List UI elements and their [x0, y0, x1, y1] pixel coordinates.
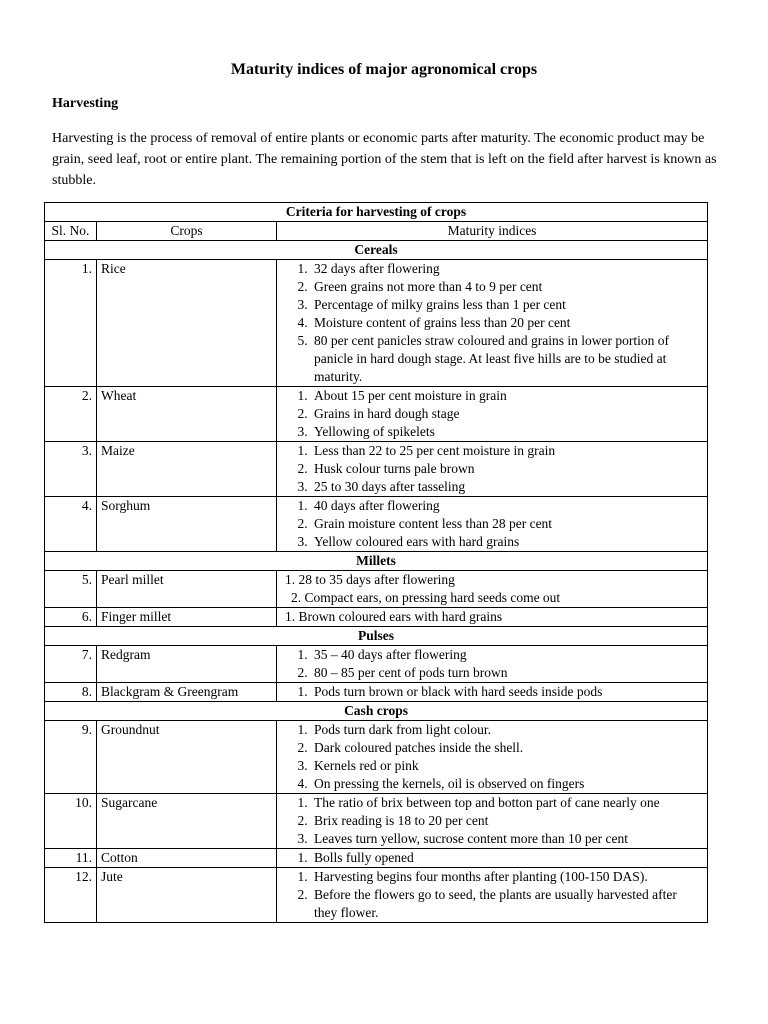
maturity-indices-cell	[277, 794, 708, 849]
maturity-index-item: 1. About 15 per cent moisture in grain	[311, 387, 703, 405]
section-title: Cereals	[45, 241, 708, 260]
header-slno: Sl. No.	[45, 222, 97, 241]
maturity-indices-list	[281, 387, 703, 441]
section-row	[45, 241, 708, 260]
maturity-index-item: 3. 25 to 30 days after tasseling	[311, 478, 703, 496]
crop-name: Rice	[97, 260, 277, 387]
table-row	[45, 683, 708, 702]
maturity-indices-list	[281, 721, 703, 793]
maturity-index-item: 2. 80 – 85 per cent of pods turn brown	[311, 664, 703, 682]
section-title: Millets	[45, 552, 708, 571]
maturity-index-item: 2. Grains in hard dough stage	[311, 405, 703, 423]
maturity-index-item: 1. Bolls fully opened	[311, 849, 703, 867]
maturity-indices-list	[281, 497, 703, 551]
section-heading: Harvesting	[52, 96, 119, 111]
crop-name: Maize	[97, 442, 277, 497]
maturity-indices-list	[281, 646, 703, 682]
maturity-indices-cell	[277, 849, 708, 868]
serial-number: 5.	[45, 571, 97, 608]
maturity-indices-cell	[277, 721, 708, 794]
maturity-index-item: 2. Husk colour turns pale brown	[311, 460, 703, 478]
table-caption-row	[45, 203, 708, 222]
crop-name: Pearl millet	[97, 571, 277, 608]
maturity-index-item: 3. Yellowing of spikelets	[311, 423, 703, 441]
maturity-indices-cell	[277, 868, 708, 923]
crop-name: Sugarcane	[97, 794, 277, 849]
maturity-indices-list	[281, 683, 703, 701]
maturity-indices-cell	[277, 442, 708, 497]
crop-name: Groundnut	[97, 721, 277, 794]
maturity-index-item: 2. Brix reading is 18 to 20 per cent	[311, 812, 703, 830]
section-title: Cash crops	[45, 702, 708, 721]
section-row	[45, 702, 708, 721]
maturity-index-item: 1. 32 days after flowering	[311, 260, 703, 278]
header-maturity-indices: Maturity indices	[277, 222, 708, 241]
crop-name: Blackgram & Greengram	[97, 683, 277, 702]
table-row	[45, 721, 708, 794]
maturity-indices-cell	[277, 387, 708, 442]
maturity-index-item: 2. Before the flowers go to seed, the plants are usually harvested after they flower.	[311, 886, 703, 922]
maturity-index-item: 3. Kernels red or pink	[311, 757, 703, 775]
maturity-index-item: 3. Percentage of milky grains less than 1 per cent	[311, 296, 703, 314]
maturity-index-item: 2. Dark coloured patches inside the shell.	[311, 739, 703, 757]
harvest-criteria-table	[44, 202, 708, 923]
serial-number: 10.	[45, 794, 97, 849]
serial-number: 2.	[45, 387, 97, 442]
serial-number: 1.	[45, 260, 97, 387]
table-row	[45, 260, 708, 387]
section-title: Pulses	[45, 627, 708, 646]
maturity-indices-list	[281, 868, 703, 922]
header-crops: Crops	[97, 222, 277, 241]
table-body	[45, 203, 708, 923]
maturity-index-item: 1. Pods turn brown or black with hard seeds inside pods	[311, 683, 703, 701]
serial-number: 7.	[45, 646, 97, 683]
section-row	[45, 552, 708, 571]
table-row	[45, 571, 708, 608]
crop-name: Sorghum	[97, 497, 277, 552]
section-row	[45, 627, 708, 646]
maturity-indices-cell	[277, 497, 708, 552]
maturity-index-item: 2. Green grains not more than 4 to 9 per cent	[311, 278, 703, 296]
maturity-indices-cell	[277, 571, 708, 608]
maturity-indices-list	[281, 849, 703, 867]
maturity-index-item: 1. Pods turn dark from light colour.	[311, 721, 703, 739]
table-row	[45, 868, 708, 923]
maturity-indices-cell	[277, 608, 708, 627]
page-title: Maturity indices of major agronomical crops	[230, 61, 538, 78]
maturity-index-item: 2. Compact ears, on pressing hard seeds come out	[291, 590, 561, 605]
serial-number: 9.	[45, 721, 97, 794]
maturity-indices-list	[281, 260, 703, 386]
crop-name: Redgram	[97, 646, 277, 683]
table-row	[45, 794, 708, 849]
maturity-index-item: 1. Brown coloured ears with hard grains	[285, 609, 503, 624]
maturity-indices-cell	[277, 683, 708, 702]
crop-name: Cotton	[97, 849, 277, 868]
maturity-index-item: 1. Harvesting begins four months after planting (100-150 DAS).	[311, 868, 703, 886]
table-caption: Criteria for harvesting of crops	[45, 203, 708, 222]
serial-number: 11.	[45, 849, 97, 868]
table-row	[45, 849, 708, 868]
table-row	[45, 608, 708, 627]
crop-name: Finger millet	[97, 608, 277, 627]
maturity-indices-list	[281, 794, 703, 848]
maturity-index-item: 2. Grain moisture content less than 28 per cent	[311, 515, 703, 533]
table-header-row	[45, 222, 708, 241]
maturity-indices-list	[281, 442, 703, 496]
maturity-index-item: 1. 28 to 35 days after flowering	[285, 572, 455, 587]
maturity-index-item: 1. 40 days after flowering	[311, 497, 703, 515]
maturity-index-item: 3. Yellow coloured ears with hard grains	[311, 533, 703, 551]
maturity-index-item: 1. Less than 22 to 25 per cent moisture in grain	[311, 442, 703, 460]
maturity-indices-cell	[277, 260, 708, 387]
serial-number: 12.	[45, 868, 97, 923]
serial-number: 6.	[45, 608, 97, 627]
table-row	[45, 497, 708, 552]
maturity-indices-cell	[277, 646, 708, 683]
maturity-index-item: 1. The ratio of brix between top and botton part of cane nearly one	[311, 794, 703, 812]
table-row	[45, 442, 708, 497]
serial-number: 8.	[45, 683, 97, 702]
table-row	[45, 646, 708, 683]
crop-name: Wheat	[97, 387, 277, 442]
serial-number: 3.	[45, 442, 97, 497]
table-row	[45, 387, 708, 442]
maturity-index-item: 4. Moisture content of grains less than 20 per cent	[311, 314, 703, 332]
maturity-index-item: 5. 80 per cent panicles straw coloured and grains in lower portion of panicle in hard dough stage. At least five hills are to be studied at maturity.	[311, 332, 703, 386]
maturity-index-item: 3. Leaves turn yellow, sucrose content more than 10 per cent	[311, 830, 703, 848]
crop-name: Jute	[97, 868, 277, 923]
maturity-index-item: 4. On pressing the kernels, oil is observed on fingers	[311, 775, 703, 793]
maturity-index-item: 1. 35 – 40 days after flowering	[311, 646, 703, 664]
intro-paragraph: Harvesting is the process of removal of entire plants or economic parts after maturity. The economic product may be grain, seed leaf, root or entire plant. The remaining portion of the stem that is left on the field after harvest is known as stubble.	[52, 131, 717, 188]
serial-number: 4.	[45, 497, 97, 552]
